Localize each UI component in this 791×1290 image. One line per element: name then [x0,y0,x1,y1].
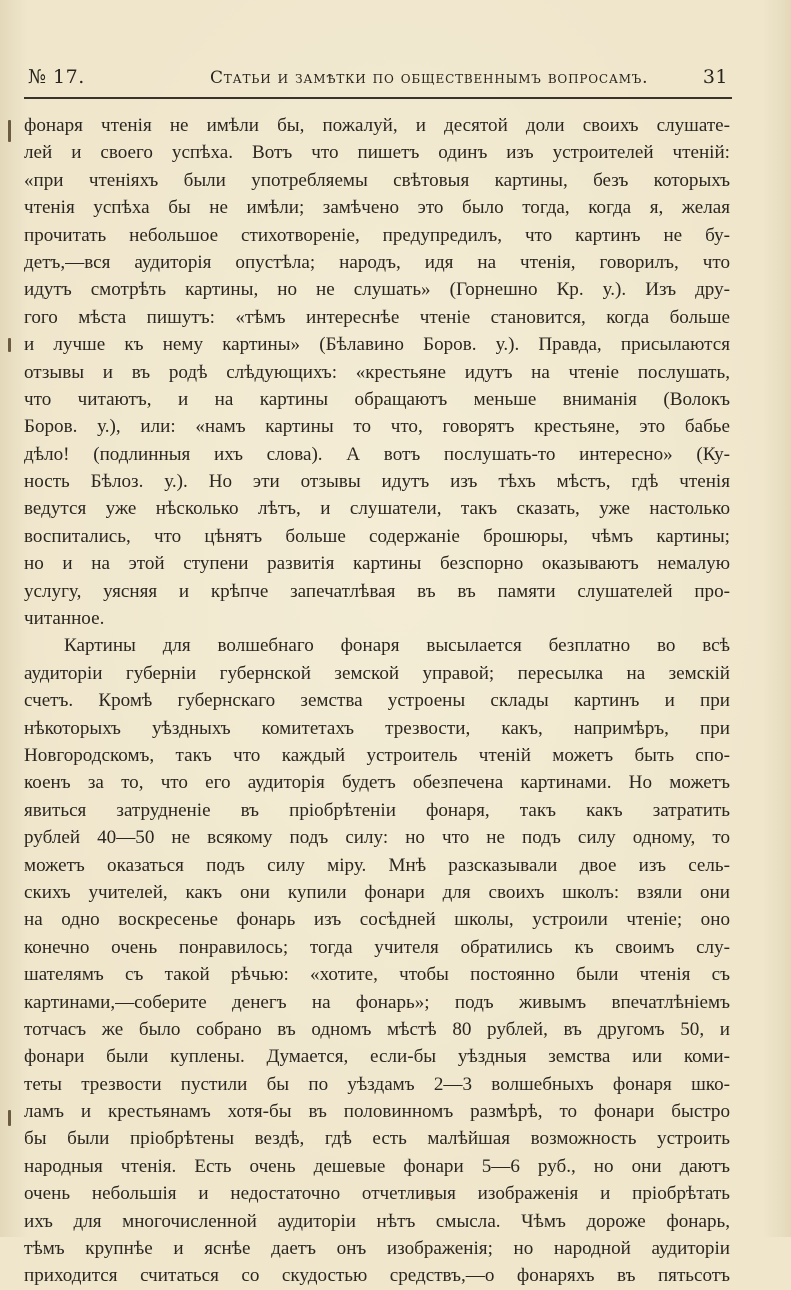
running-title: Статьи и замѣтки по общественнымъ вопросамъ. [210,68,649,88]
text-line: можетъ оказаться подъ силу міру. Мнѣ разсказывали двое изъ сель- [24,854,730,876]
text-line: Новгородскомъ, такъ что каждый устроитель чтеній можетъ быть спо- [24,744,730,766]
text-line: фонаря чтенія не имѣли бы, пожалуй, и десятой доли своихъ слушате- [24,115,730,136]
text-line: дѣло! (подлинныя ихъ слова). А вотъ послушать-то интересно» (Ку- [24,443,730,465]
text-line: ламъ и крестьянамъ хотя-бы въ половинномъ размѣрѣ, то фонари быстро [24,1101,730,1123]
text-line: конечно очень понравилось; тогда учителя обратились къ своимъ слу- [24,936,730,958]
text-line: приходится считаться со скудостью средствъ,—о фонаряхъ въ пятьсотъ [24,1265,730,1287]
paragraph-start-line: Картины для волшебнаго фонаря высылается безплатно во всѣ [64,635,730,657]
text-line: ведутся уже нѣсколько лѣтъ, и слушатели, такъ сказать, уже настолько [24,498,730,520]
text-line: услугу, уясняя и крѣпче запечатлѣвая въ въ памяти слушателей про- [24,580,730,602]
page-number: 31 [702,66,728,88]
text-line: прочитать небольшое стихотвореніе, предупредилъ, что картинъ не бу- [24,224,730,246]
text-line: рублей 40—50 не всякому подъ силу: но что не подъ силу одному, то [24,827,730,849]
text-line: шателямъ съ такой рѣчью: «хотите, чтобы постоянно были чтенія съ [24,964,730,986]
margin-mark [8,338,11,352]
text-line: тѣмъ крупнѣе и яснѣе даетъ онъ изображенія; но народной аудиторіи [24,1238,730,1260]
text-line: аудиторіи губерніи губернской земской управой; пересылка на земскій [24,662,730,684]
issue-number: № 17. [28,66,85,88]
text-line: очень небольшія и недостаточно отчетливыя изображенія и пріобрѣтать [24,1183,730,1205]
text-line: ихъ для многочисленной аудиторіи нѣтъ смысла. Чѣмъ дороже фонарь, [24,1210,730,1232]
text-line: детъ,—вся аудиторія опустѣла; народъ, идя на чтенія, говорилъ, что [24,251,730,273]
margin-mark [8,120,11,142]
text-line: «при чтеніяхъ были употребляемы свѣтовыя картины, безъ которыхъ [24,169,730,191]
text-line: читанное. [24,608,105,630]
text-line: теты трезвости пустили бы по уѣздамъ 2—3 волшебныхъ фонаря шко- [24,1073,730,1095]
text-line: но и на этой ступени развитія картины безспорно оказываютъ немалую [24,553,730,575]
body-text [24,112,730,1290]
text-line: бы были пріобрѣтены вездѣ, гдѣ есть малѣйшая возможность устроить [24,1128,730,1150]
text-line: гого мѣста пишутъ: «тѣмъ интереснѣе чтеніе становится, когда больше [24,306,730,328]
text-line: воспитались, что цѣнятъ больше содержаніе брошюры, чѣмъ картины; [24,525,730,547]
text-line: на одно воскресенье фонарь изъ сосѣдней школы, устроили чтеніе; оно [24,909,730,931]
text-line: фонари были куплены. Думается, если-бы уѣздныя земства или коми- [24,1046,730,1068]
text-line: чтенія успѣха бы не имѣли; замѣчено это было тогда, когда я, желая [24,197,730,219]
text-line: явиться затрудненіе въ пріобрѣтеніи фонаря, такъ какъ затратить [24,799,730,821]
text-line: коенъ за то, что его аудиторія будетъ обезпечена картинами. Но можетъ [24,772,730,794]
text-line: тотчасъ же было собрано въ одномъ мѣстѣ 80 рублей, въ другомъ 50, и [24,1018,730,1040]
text-line: скихъ учителей, какъ они купили фонари для своихъ школъ: взяли они [24,881,730,903]
text-line: счетъ. Кромѣ губернскаго земства устроены склады картинъ и при [24,690,730,712]
text-line: идутъ смотрѣть картины, но не слушать» (Горнешно Кр. у.). Изъ дру- [24,279,730,301]
text-line: картинами,—соберите денегъ на фонарь»; подъ живымъ впечатлѣніемъ [24,991,730,1013]
text-line: лей и своего успѣха. Вотъ что пишетъ одинъ изъ устроителей чтеній: [24,142,730,164]
text-line: Боров. у.), или: «намъ картины то что, говорятъ крестьяне, это бабье [24,416,730,438]
text-line: отзывы и въ родѣ слѣдующихъ: «крестьяне идутъ на чтеніе послушать, [24,361,730,383]
text-line: нѣкоторыхъ уѣздныхъ комитетахъ трезвости, какъ, напримѣръ, при [24,717,730,739]
margin-mark [8,1110,11,1126]
text-line: народныя чтенія. Есть очень дешевые фонари 5—6 руб., но они даютъ [24,1155,730,1177]
text-line: ность Бѣлоз. у.). Но эти отзывы идутъ изъ тѣхъ мѣстъ, гдѣ чтенія [24,471,730,493]
header-rule [24,97,732,99]
text-line: что читаютъ, и на картины обращаютъ меньше вниманія (Волокъ [24,388,730,410]
running-header [28,66,728,94]
text-line: и лучше къ нему картины» (Бѣлавино Боров. у.). Правда, присылаются [24,334,730,356]
